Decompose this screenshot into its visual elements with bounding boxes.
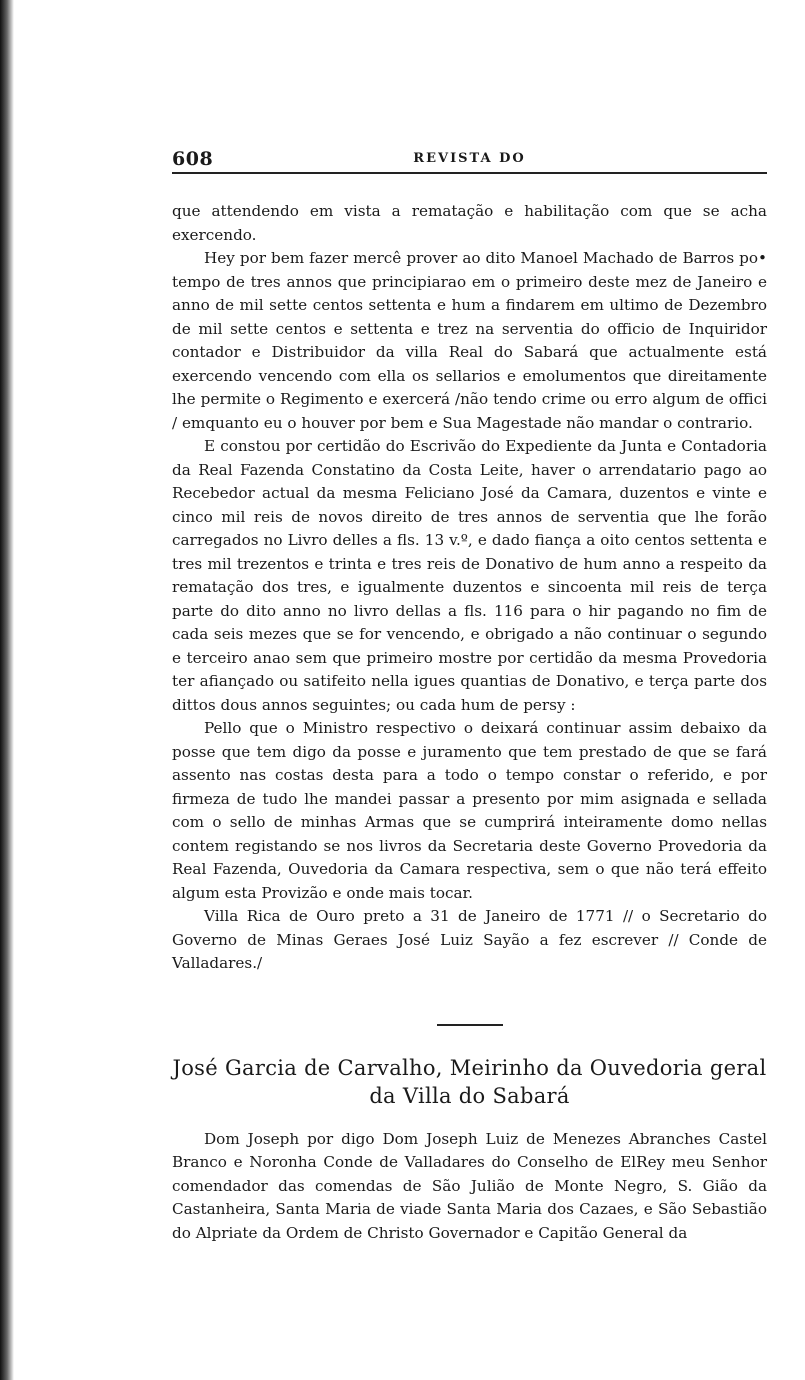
paragraph: que attendendo em vista a rematação e habilitação com que se acha exercendo. [172, 202, 767, 244]
book-binding-edge [0, 0, 14, 1380]
paragraph: Villa Rica de Ouro preto a 31 de Janeiro de 1771 // o Secretario do Governo de Minas Geraes José Luiz Sayão a fez escrever // Conde de Valladares./ [172, 907, 767, 972]
page-number: 608 [172, 148, 214, 170]
paragraph: Hey por bem fazer mercê prover ao dito Manoel Machado de Barros po• tempo de tres annos que principiarao em o primeiro deste mez de Janeiro e anno de mil sette centos settenta e hum a findarem em ultimo de Dezembro de mil sette centos e settenta e trez na serventia do officio de Inquiridor contador e Distribuidor da villa Real do Sabará que actualmente está exercendo vencendo com ella os sellarios e emolumentos que direitamente lhe permite o Regimento e exercerá /não tendo crime ou erro algum de offici / emquanto eu o houver por bem e Sua Magestade não mandar o contrario. [172, 249, 767, 432]
paragraph: Dom Joseph por digo Dom Joseph Luiz de Menezes Abranches Castel Branco e Noronha Conde de Valladares do Conselho de ElRey meu Senhor comendador das comendas de São Julião de Monte Negro, S. Gião da Castanheira, Santa Maria de viade Santa Maria dos Cazaes, e São Sebastião do Alpriate da Ordem de Christo Governador e Capitão General da [172, 1129, 767, 1242]
paragraph: Pello que o Ministro respectivo o deixará continuar assim debaixo da posse que tem digo da posse e juramento que tem prestado de que se fará assento nas costas desta para a todo o tempo constar o referido, e por firmeza de tudo lhe mandei passar a presento por mim asignada e sellada com o sello de minhas Armas que se cumprirá inteiramente domo nellas contem registando se nos livros da Secretaria deste Governo Provedoria da Real Fazenda, Ouvedoria da Camara respectiva, sem o que não terá effeito algum esta Provizão e onde mais tocar. [172, 719, 767, 902]
page-header [172, 146, 767, 174]
running-title: REVISTA DO [413, 151, 526, 166]
section-title: José Garcia de Carvalho, Meirinho da Ouvedoria geral da Villa do Sabará [172, 1055, 767, 1108]
body-text [172, 200, 767, 1245]
paragraph: E constou por certidão do Escrivão do Expediente da Junta e Contadoria da Real Fazenda Constatino da Costa Leite, haver o arrendatario pago ao Recebedor actual da mesma Feliciano José da Camara, duzentos e vinte e cinco mil reis de novos direito de tres annos de serventia que lhe forão carregados no Livro delles a fls. 13 v.º, e dado fiança a oito centos settenta e tres mil trezentos e trinta e tres reis de Donativo de hum anno a respeito da rematação dos tres, e igualmente duzentos e sincoenta mil reis de terça parte do dito anno no livro dellas a fls. 116 para o hir pagando no fim de cada seis mezes que se for vencendo, e obrigado a não continuar o segundo e terceiro anao sem que primeiro mostre por certidão da mesma Provedoria ter afiançado ou satifeito nella igues quantias de Donativo, e terça parte dos dittos dous annos seguintes; ou cada hum de persy : [172, 437, 767, 714]
section-divider [437, 1024, 503, 1026]
